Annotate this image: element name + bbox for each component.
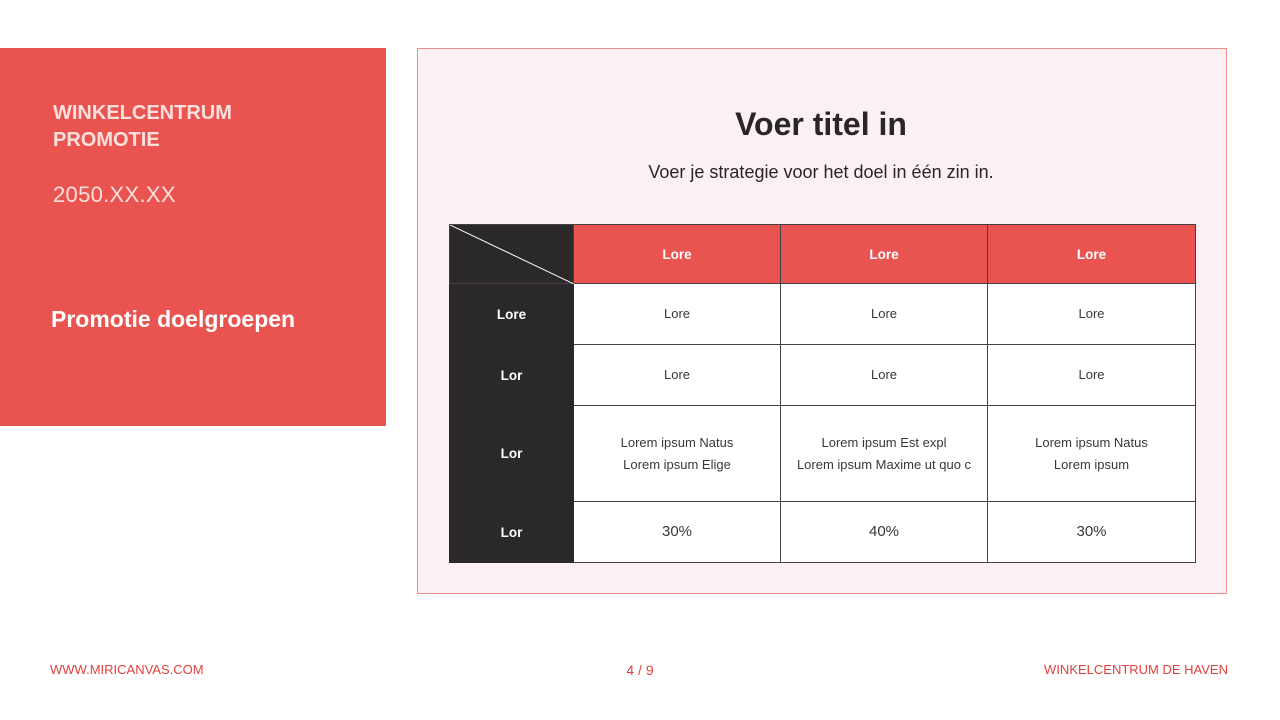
table-cell [781, 502, 988, 563]
column-header: Lore [988, 225, 1196, 284]
company-name: WINKELCENTRUM DE HAVEN [1044, 662, 1228, 677]
cell-text: Lore [663, 306, 691, 321]
table-row [450, 284, 1196, 345]
table-cell [574, 502, 781, 563]
table-cell [781, 406, 988, 502]
table-cell [988, 345, 1196, 406]
table-cell [988, 502, 1196, 563]
brand-title-line2: PROMOTIE [53, 129, 160, 151]
brand-title-line1: WINKELCENTRUM [53, 102, 232, 124]
row-header: Lor [450, 345, 574, 406]
table-cell [988, 284, 1196, 345]
table-cell [574, 345, 781, 406]
table-header-row [450, 225, 1196, 284]
table-row [450, 502, 1196, 563]
cell-text: Lorem ipsum Natus [1035, 434, 1148, 450]
table-cell [781, 345, 988, 406]
cell-text: Lore [1078, 367, 1105, 382]
page-title: Voer titel in [735, 106, 907, 142]
diagonal-line [450, 225, 574, 284]
brand-title [53, 100, 353, 154]
table-row [450, 345, 1196, 406]
row-header: Lore [450, 284, 574, 345]
cell-text: Lorem ipsum Est expl [821, 434, 947, 450]
table-cell [574, 284, 781, 345]
comparison-table [449, 224, 1196, 563]
cell-text: Lorem ipsum Elige [623, 456, 731, 472]
table-row [450, 406, 1196, 502]
percent-value: 30% [1076, 523, 1107, 540]
percent-value: 40% [868, 523, 900, 540]
column-header: Lore [574, 225, 781, 284]
page-number: 4 / 9 [626, 662, 654, 678]
table-cell [781, 284, 988, 345]
row-header: Lor [450, 406, 574, 502]
cell-text: Lorem ipsum Maxime ut quo c [796, 456, 972, 472]
cell-text: Lorem ipsum [1053, 456, 1130, 472]
percent-value: 30% [661, 523, 693, 540]
date-label: 2050.XX.XX [53, 182, 176, 207]
cell-text: Lore [870, 367, 898, 382]
page-subtitle: Voer je strategie voor het doel in één zin in. [648, 162, 994, 182]
table-cell [574, 406, 781, 502]
section-title: Promotie doelgroepen [51, 306, 296, 332]
table-corner-cell [450, 225, 574, 284]
cell-text: Lore [663, 367, 691, 382]
cell-text: Lore [1078, 306, 1105, 321]
table-cell [988, 406, 1196, 502]
row-header: Lor [450, 502, 574, 563]
column-header: Lore [781, 225, 988, 284]
cell-text: Lorem ipsum Natus [620, 434, 734, 450]
cell-text: Lore [870, 306, 898, 321]
website-link[interactable]: WWW.MIRICANVAS.COM [50, 662, 204, 677]
